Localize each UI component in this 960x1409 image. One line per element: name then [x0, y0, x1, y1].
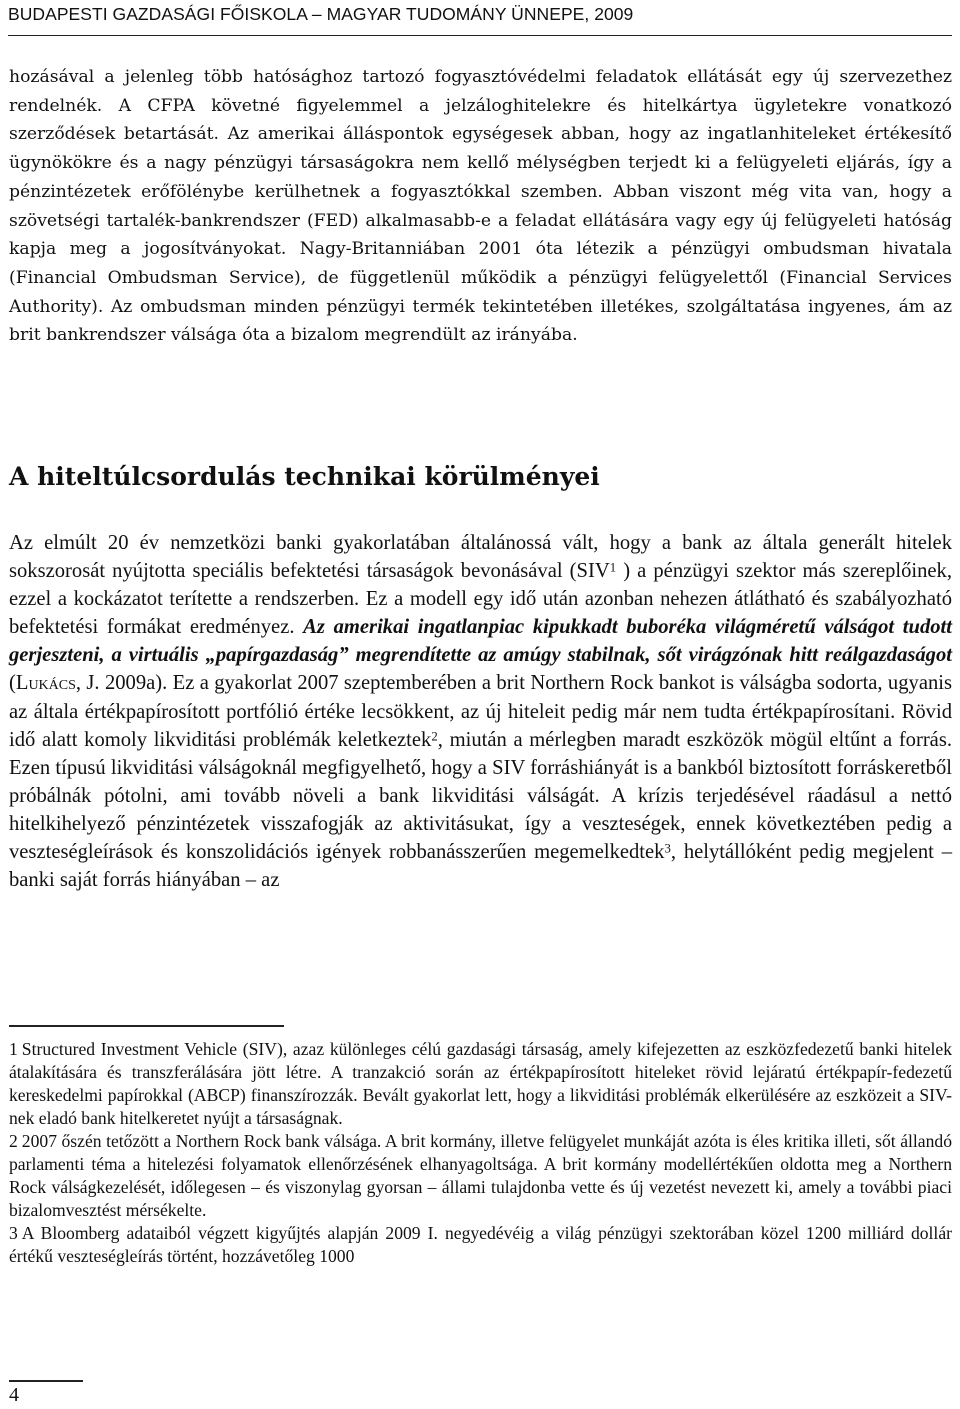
p2-text-d: , J. 2009a). Ez a gyakorlat 2007 szeptemberében a brit Northern Rock bankot is válságba sodorta, ugyanis az általa értékpapírosított portfólió értéke lecsökkent, az új hiteleit pedig már nem tudta értékpapírosítani. Rövid idő alatt komoly likviditási problémák keletkeztek	[9, 672, 952, 751]
footnote-number: 2	[9, 1131, 18, 1151]
footnote-text: Structured Investment Vehicle (SIV), azaz különleges célú gazdasági társaság, amely kifejezetten az eszközfedezetű banki hitelek átalakítására és transzferálására jött létre. A tranzakció során az értékpapírosított hiteleket rövid lejáratú értékpapír-fedezetű kereskedelmi papírokkal (ABCP) finanszírozzák. Bevált gyakorlat lett, hogy a likviditási problémák elkerülésére az eszközeit a SIV-nek eladó bank hitelkeretet nyújt a társaságnak.	[9, 1039, 952, 1128]
footnote-number: 3	[9, 1223, 18, 1243]
footnote-text: 2007 őszén tetőzött a Northern Rock bank válsága. A brit kormány, illetve felügyelet munkáját azóta is éles kritika illeti, sőt állandó parlamenti téma a hitelezési folyamatok ellenőrzésének elhanyagoltsága. A brit kormány modellértékűen oldotta meg a Northern Rock válságkezelését, időlegesen – és viszonylag gyorsan – állami tulajdonba vette és új vezetést nevezett ki, amely a további piaci bizalomvesztést mérsékelte.	[9, 1131, 952, 1220]
footnotes	[9, 1038, 952, 1268]
body-paragraph-2	[9, 529, 952, 894]
body-paragraph-1: hozásával a jelenleg több hatósághoz tartozó fogyasztóvédelmi feladatok ellátását egy új szervezethez rendelnék. A CFPA követné figyelemmel a jelzáloghitelekre és hitelkártya ügyletekre vonatkozó szerződések betartását. Az amerikai álláspontok egységesek abban, hogy az ingatlanhiteleket értékesítő ügynökökre és a nagy pénzügyi társaságokra nem kellő mélységben terjedt ki a felügyeleti eljárás, így a pénzintézetek erőfölénybe kerülhetnek a fogyasztókkal szemben. Abban viszont még vita van, hogy a szövetségi tartalék-bankrendszer (FED) alkalmasabb-e a feladat ellátására vagy egy új felügyeleti hatóság kapja meg a jogosítványokat. Nagy-Britanniában 2001 óta létezik a pénzügyi ombudsman hivatala (Financial Ombudsman Service), de függetlenül működik a pénzügyi felügyelettől (Financial Services Authority). Az ombudsman minden pénzügyi termék tekintetében illetékes, szolgáltatása ingyenes, ám az brit bankrendszer válsága óta a bizalom megrendült az irányába.	[9, 67, 952, 346]
footnote-1	[9, 1038, 952, 1130]
footnote-3	[9, 1222, 952, 1268]
section-heading: A hiteltúlcsordulás technikai körülményei	[9, 462, 600, 491]
p2-text-f: , helytállóként pedig megjelent – banki saját forrás hiányában – az	[9, 841, 952, 892]
p2-text-e: , miután a mérlegben maradt eszközök mögül eltűnt a forrás. Ezen típusú likviditási válságoknál megfigyelhető, hogy a SIV forráshiányát is a bankból biztosított forráskeretből próbálnák pótolni, ami tovább növeli a bank likviditási válságát. A krízis terjedésével ráadásul a nettó hitelkihelyező pénzintézetek visszafogják az aktivitásukat, így a veszteségek, ennek következtében pedig a veszteségleírások és konszolidációs igények robbanásszerűen megemelkedtek	[9, 728, 952, 864]
p2-text-a: Az elmúlt 20 év nemzetközi banki gyakorlatában általánossá vált, hogy a bank az általa generált hitelek sokszorosát nyújtotta speciális befektetési társaságok bevonásával (SIV	[9, 532, 952, 583]
p2-text-c: (	[9, 672, 16, 695]
footnote-text: A Bloomberg adataiból végzett kigyűjtés alapján 2009 I. negyedévéig a világ pénzügyi szektorában közel 1200 milliárd dollár értékű veszteségleírás történt, hozzávetőleg 1000	[9, 1223, 952, 1266]
footnote-divider	[9, 1025, 284, 1027]
footnote-2	[9, 1130, 952, 1222]
citation-author: Lukács	[15, 672, 76, 695]
p2-emphasis: Az amerikai ingatlanpiac kipukkadt buboréka világméretű válságot tudott gerjeszteni, a virtuális „papírgazdaság” megrendítette az amúgy stabilnak, sőt virágzónak hitt reálgazdaságot	[9, 616, 952, 667]
footnote-ref-1[interactable]: 1	[609, 560, 617, 575]
page-number: 4	[9, 1384, 19, 1406]
footnote-ref-3[interactable]: 3	[664, 841, 671, 856]
running-header: BUDAPESTI GAZDASÁGI FŐISKOLA – MAGYAR TUDOMÁNY ÜNNEPE, 2009	[8, 4, 952, 36]
footnote-ref-2[interactable]: 2	[431, 728, 438, 743]
page-number-divider	[9, 1380, 83, 1382]
footnote-number: 1	[9, 1039, 18, 1059]
p2-text-b: ) a pénzügyi szektor más szereplőinek, ezzel a kockázatot terítette a rendszerben. Ez a modell egy idő után azonban nehezen átlátható és szabályozható befektetési formákat eredményez.	[9, 560, 953, 639]
